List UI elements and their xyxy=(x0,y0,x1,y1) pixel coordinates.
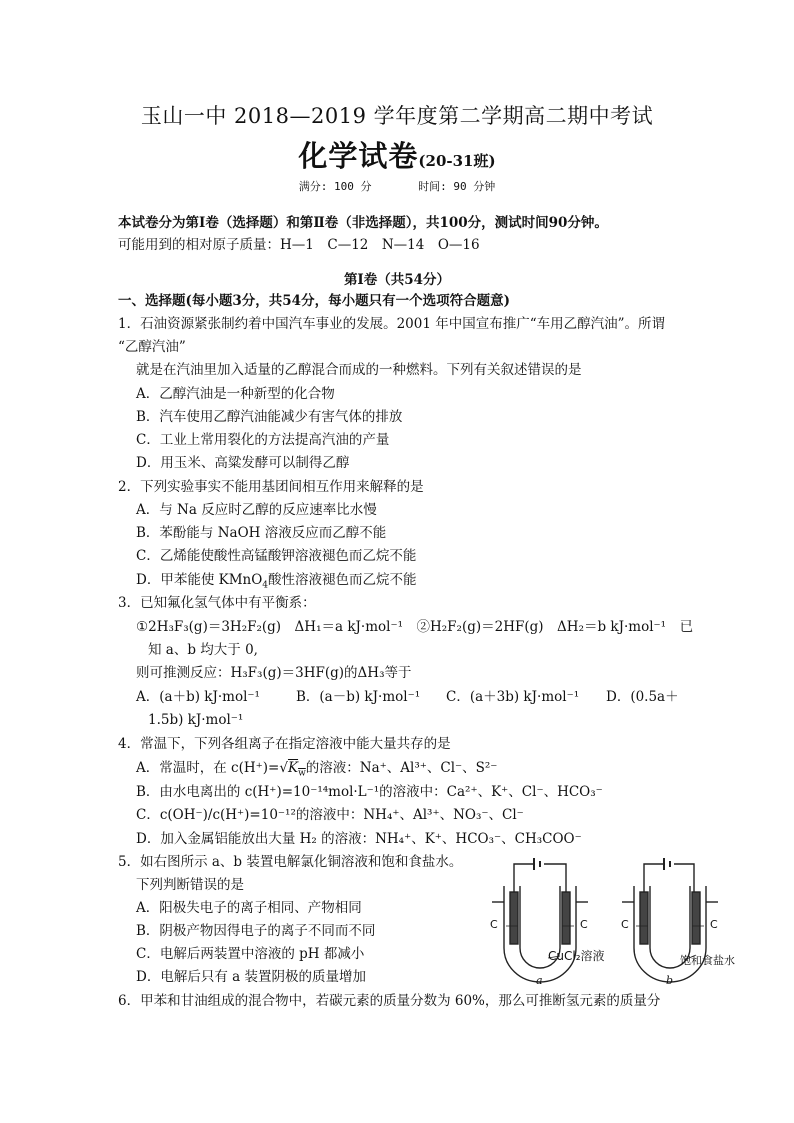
q3-option-d-cont: 1.5b) kJ·mol⁻¹ xyxy=(148,712,244,728)
q5-stem: 5．如右图所示 a、b 装置电解氯化铜溶液和饱和食盐水。 xyxy=(118,854,463,870)
q2-option-d-text-2: 酸性溶液褪色而乙烷不能 xyxy=(268,572,417,588)
intro-line-2: 可能用到的相对原子质量：H—1 C—12 N—14 O—16 xyxy=(118,237,480,253)
q5-option-c: C．电解后两装置中溶液的 pH 都减小 xyxy=(136,946,365,962)
q5-option-d: D．电解后只有 a 装置阴极的质量增加 xyxy=(136,969,366,985)
q6-stem: 6．甲苯和甘油组成的混合物中，若碳元素的质量分数为 60%，那么可推断氢元素的质量分 xyxy=(118,993,661,1009)
q3-ask: 则可推测反应：H₃F₃(g)＝3HF(g)的ΔH₃等于 xyxy=(136,665,412,681)
subject-title xyxy=(0,134,794,175)
q5-option-a: A．阳极失电子的离子相同、产物相同 xyxy=(136,900,362,916)
q2-stem: 2．下列实验事实不能用基团间相互作用来解释的是 xyxy=(118,479,424,495)
label-c-b-left: C xyxy=(621,918,629,931)
q3-stem: 3．已知氟化氢气体中有平衡系： xyxy=(118,595,316,611)
q3-equations-cont: 知 a、b 均大于 0, xyxy=(148,642,258,658)
wire-b-left xyxy=(644,864,664,896)
q1-stem-2: “乙醇汽油” xyxy=(118,339,186,355)
electrode-b-left xyxy=(640,892,648,944)
label-b: b xyxy=(666,974,674,987)
q3-equations: ①2H₃F₃(g)＝3H₂F₂(g) ΔH₁＝a kJ·mol⁻¹ ②H₂F₂(g)＝2HF(g) ΔH₂＝b kJ·mol⁻¹ 已 xyxy=(136,619,694,635)
q3-option-c: C．(a＋3b) kJ·mol⁻¹ xyxy=(446,689,580,705)
q4-option-a xyxy=(136,759,497,783)
q4-option-a-text-1: A．常温时，在 c(H⁺)= xyxy=(136,760,280,776)
wire-b-right xyxy=(674,864,694,896)
kw-symbol: K xyxy=(287,760,299,776)
q5-ask: 下列判断错误的是 xyxy=(136,877,244,893)
wire-a-left xyxy=(514,864,534,896)
q3-option-a: A．(a＋b) kJ·mol⁻¹ xyxy=(136,689,260,705)
sqrt-sign: √ xyxy=(279,760,288,776)
q1-option-b: B．汽车使用乙醇汽油能减少有害气体的排放 xyxy=(136,409,403,425)
q4-option-c: C．c(OH⁻)/c(H⁺)=10⁻¹²的溶液中：NH₄⁺、Al³⁺、NO₃⁻、Cl⁻ xyxy=(136,807,524,823)
electrolysis-diagram xyxy=(484,856,754,990)
q3-option-b: B．(a－b) kJ·mol⁻¹ xyxy=(296,689,421,705)
kw-sub: w xyxy=(298,768,306,779)
label-c-b-right: C xyxy=(710,918,718,931)
electrode-b-right xyxy=(692,892,700,944)
label-c-a-left: C xyxy=(490,918,498,931)
class-range: (20-31班) xyxy=(418,152,496,170)
section-title: 第Ⅰ卷（共54分） xyxy=(343,272,451,288)
q1-stem-1: 1．石油资源紧张制约着中国汽车事业的发展。2001 年中国宣布推广“车用乙醇汽油”。所谓 xyxy=(118,316,666,332)
apparatus-a xyxy=(492,858,588,982)
exam-title: 玉山一中 2018—2019 学年度第二学期高二期中考试 xyxy=(140,104,654,128)
electrode-a-left xyxy=(510,892,518,944)
q1-option-c: C．工业上常用裂化的方法提高汽油的产量 xyxy=(136,432,390,448)
full-score: 满分: 100 分 xyxy=(298,180,372,193)
q3-option-d: D．(0.5a＋ xyxy=(606,689,679,705)
sqrt-radicand xyxy=(287,760,306,779)
exam-time: 时间: 90 分钟 xyxy=(418,180,496,193)
q1-stem-3: 就是在汽油里加入适量的乙醇混合而成的一种燃料。下列有关叙述错误的是 xyxy=(136,362,582,378)
label-c-a-right: C xyxy=(580,918,588,931)
q2-option-c: C．乙烯能使酸性高锰酸钾溶液褪色而乙烷不能 xyxy=(136,548,417,564)
wire-a-right xyxy=(544,864,566,896)
q2-option-a: A．与 Na 反应时乙醇的反应速率比水慢 xyxy=(136,502,377,518)
q2-option-b: B．苯酚能与 NaOH 溶液反应而乙醇不能 xyxy=(136,525,387,541)
q5-option-b: B．阴极产物因得电子的离子不同而不同 xyxy=(136,923,376,939)
q4-option-d: D．加入金属铝能放出大量 H₂ 的溶液：NH₄⁺、K⁺、HCO₃⁻、CH₃COO⁻ xyxy=(136,831,582,847)
intro-line-1: 本试卷分为第Ⅰ卷（选择题）和第Ⅱ卷（非选择题），共100分，测试时间90分钟。 xyxy=(118,215,608,231)
exam-meta xyxy=(0,178,794,194)
label-solution-b: 饱和食盐水 xyxy=(680,954,735,967)
q1-option-d: D．用玉米、高粱发酵可以制得乙醇 xyxy=(136,455,350,471)
label-solution-a: CuCl₂溶液 xyxy=(548,949,605,963)
electrode-a-right xyxy=(562,892,570,944)
q4-stem: 4．常温下，下列各组离子在指定溶液中能大量共存的是 xyxy=(118,736,451,752)
q2-option-d-sub: 4 xyxy=(262,580,269,591)
q2-option-d xyxy=(136,571,417,595)
q4-option-a-text-2: 的溶液：Na⁺、Al³⁺、Cl⁻、S²⁻ xyxy=(305,760,498,776)
q1-option-a: A．乙醇汽油是一种新型的化合物 xyxy=(136,386,335,402)
q2-option-d-text-1: D．甲苯能使 KMnO xyxy=(136,572,263,588)
section-heading: 一、选择题(每小题3分，共54分，每小题只有一个选项符合题意) xyxy=(118,293,510,309)
subject-name: 化学试卷 xyxy=(298,139,419,173)
label-a: a xyxy=(536,974,543,987)
q4-option-b: B．由水电离出的 c(H⁺)=10⁻¹⁴mol·L⁻¹的溶液中：Ca²⁺、K⁺、Cl⁻、HCO₃⁻ xyxy=(136,784,603,800)
